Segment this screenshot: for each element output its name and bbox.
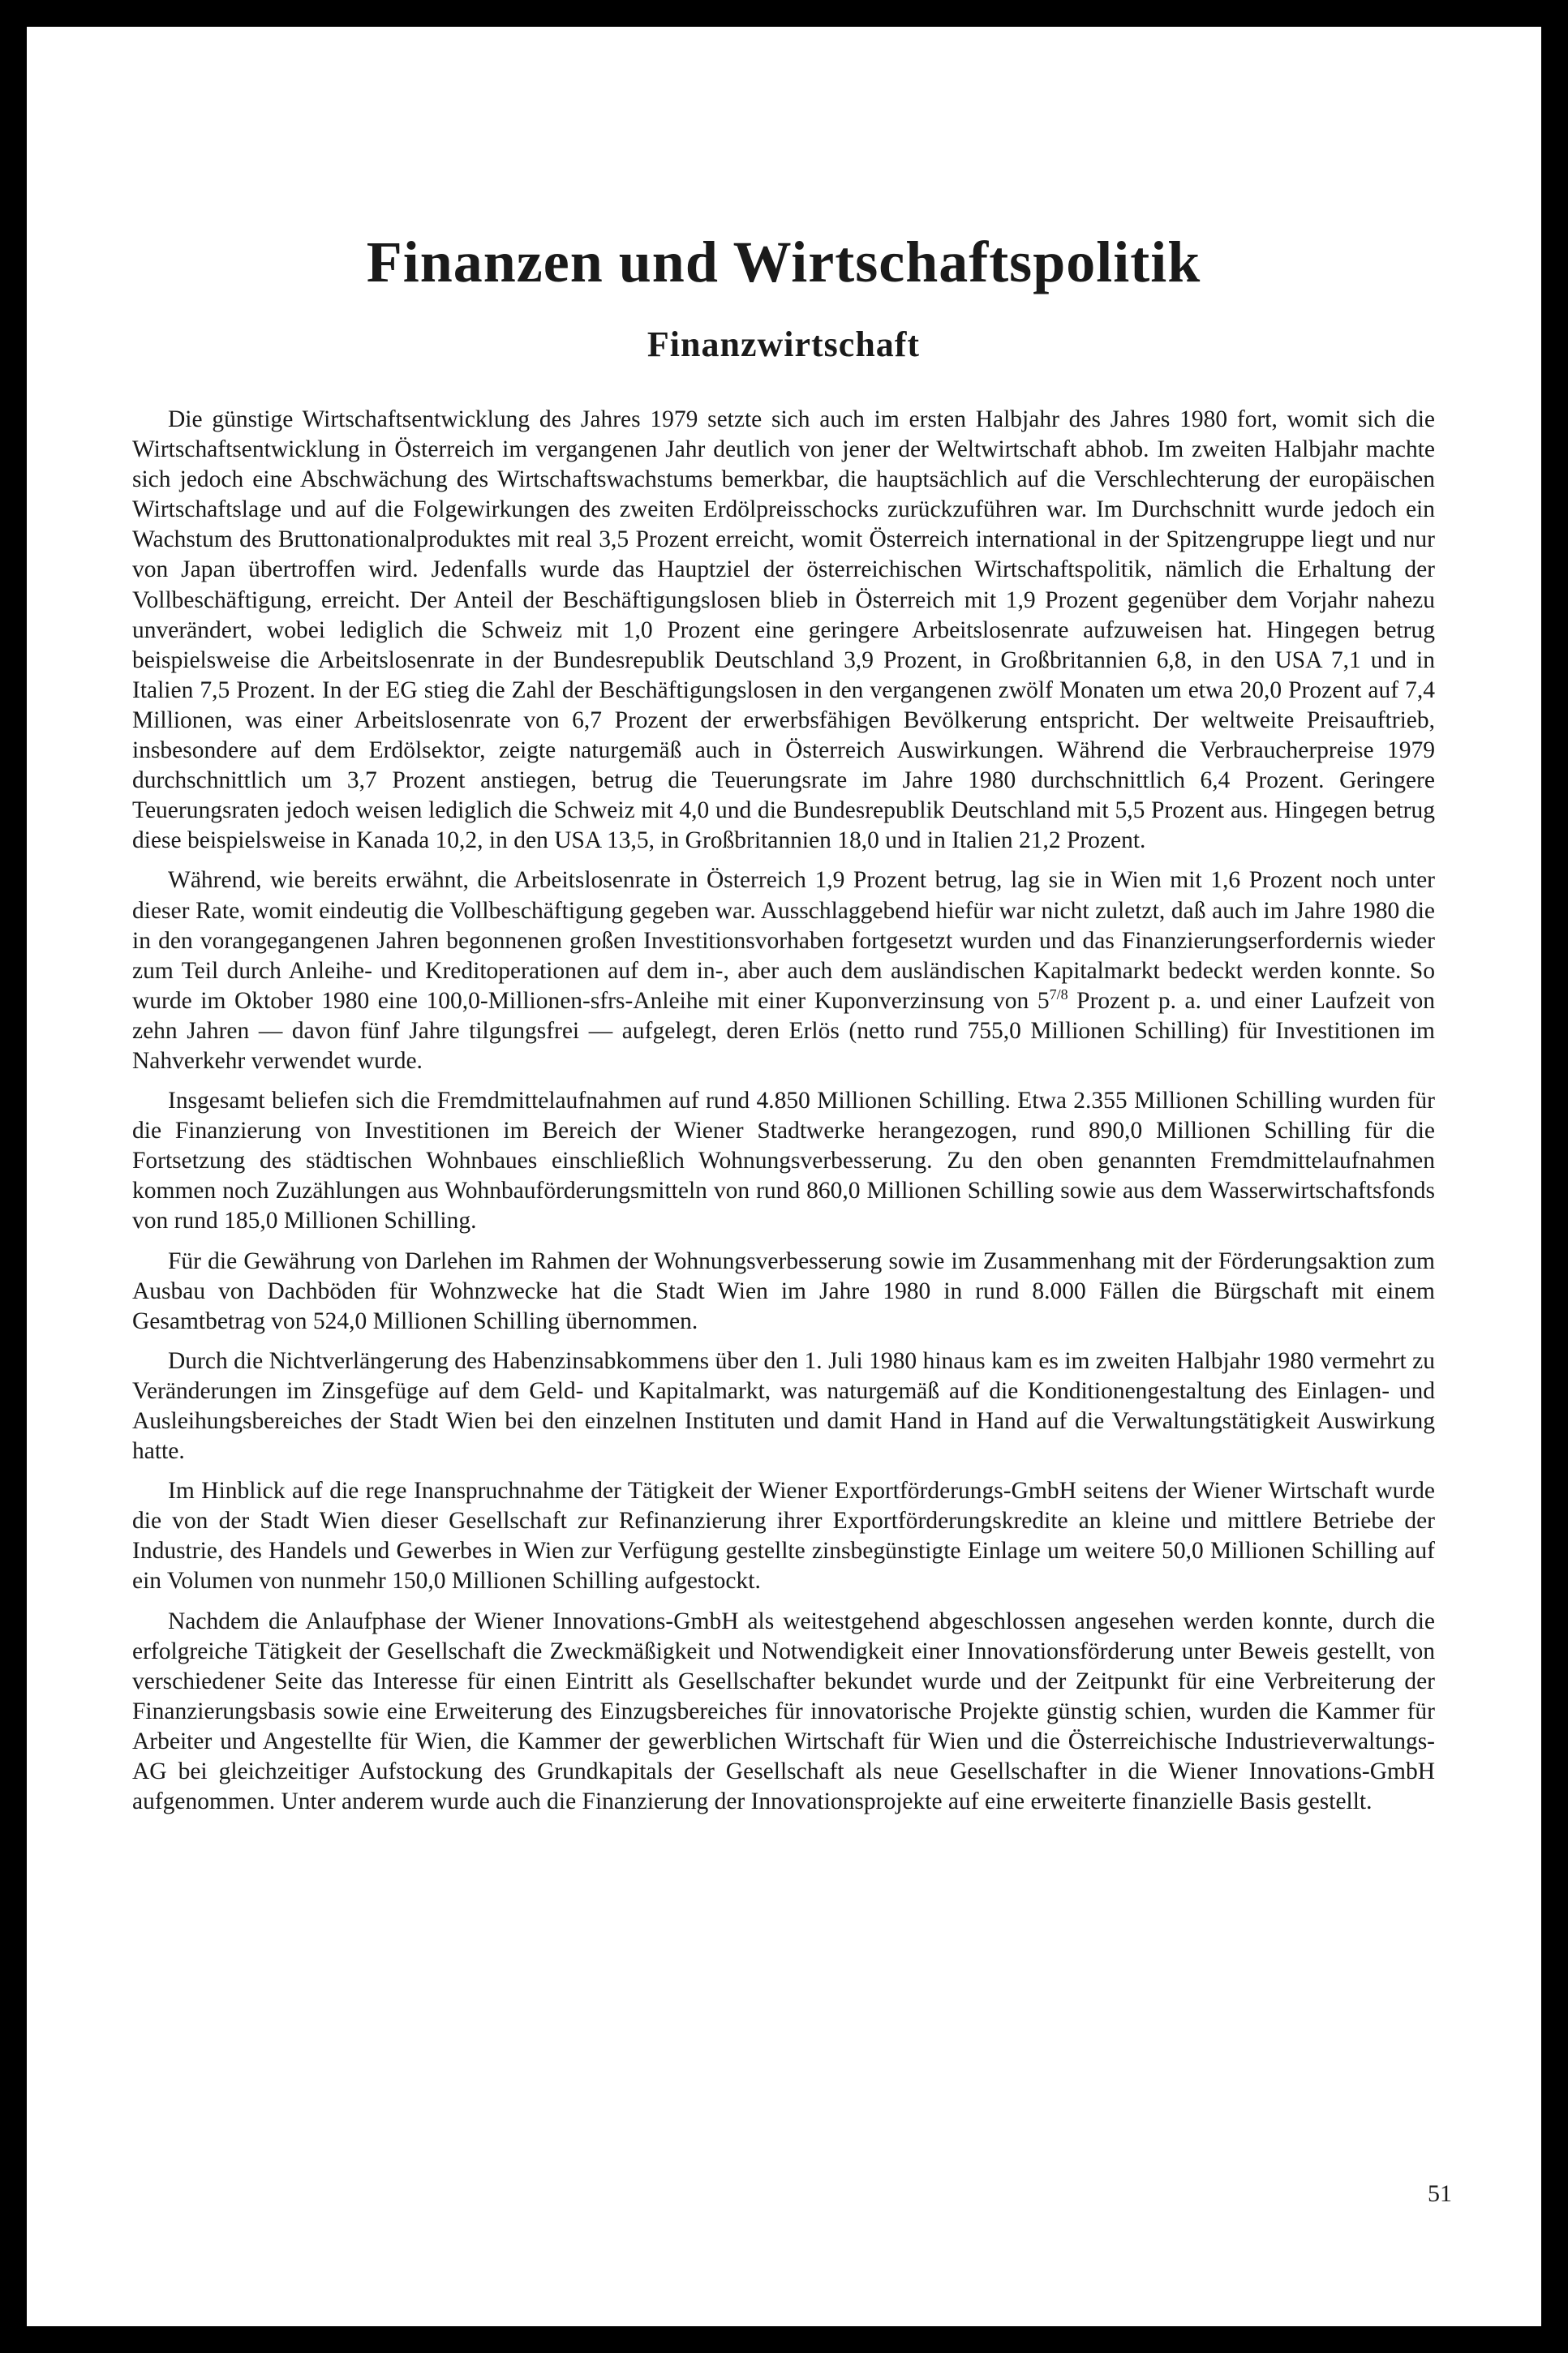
paragraph-3: Insgesamt beliefen sich die Fremdmittelaufnahmen auf rund 4.850 Millionen Schilling. Etwa 2.355 Millionen Schilling wurden für die Finanzierung von Investitionen im Bereich der Wiener Stadtwerke herangezogen, rund 890,0 Millionen Schilling für die Fortsetzung des städtischen Wohnbaues einschließlich Wohnungsverbesserung. Zu den oben genannten Fremdmittelaufnahmen kommen noch Zuzählungen aus Wohnbauförderungsmitteln von rund 860,0 Millionen Schilling sowie aus dem Wasserwirtschaftsfonds von rund 185,0 Millionen Schilling. [132,1088,1435,1234]
paragraph-2 [132,865,1435,1076]
page-number: 51 [1428,2180,1452,2207]
paragraph-6: Im Hinblick auf die rege Inanspruchnahme der Tätigkeit der Wiener Exportförderungs-GmbH seitens der Wiener Wirtschaft wurde die von der Stadt Wien dieser Gesellschaft zur Refinanzierung ihrer Exportförderungskredite an kleine und mittlere Betriebe der Industrie, des Handels und Gewerbes in Wien zur Verfügung gestellte zinsbegünstigte Einlage um weitere 50,0 Millionen Schilling auf ein Volumen von nunmehr 150,0 Millionen Schilling aufgestockt. [132,1478,1435,1595]
page-title: Finanzen und Wirtschaftspolitik [366,230,1201,294]
page-content [132,228,1435,1827]
section-title: Finanzwirtschaft [647,324,921,364]
paragraph-4: Für die Gewährung von Darlehen im Rahmen der Wohnungsverbesserung sowie im Zusammenhang mit der Förderungsaktion zum Ausbau von Dachböden für Wohnzwecke hat die Stadt Wien im Jahre 1980 in rund 8.000 Fällen die Bürgschaft mit einem Gesamtbetrag von 524,0 Millionen Schilling übernommen. [132,1247,1435,1334]
body-text [132,405,1435,1817]
paragraph-1: Die günstige Wirtschaftsentwicklung des Jahres 1979 setzte sich auch im ersten Halbjahr des Jahres 1980 fort, womit sich die Wirtschaftsentwicklung in Österreich im vergangenen Jahr deutlich von jener der Weltwirtschaft abhob. Im zweiten Halbjahr machte sich jedoch eine Abschwächung des Wirtschaftswachstums bemerkbar, die hauptsächlich auf die Verschlechterung der europäischen Wirtschaftslage und auf die Folgewirkungen des zweiten Erdölpreisschocks zurückzuführen war. Im Durchschnitt wurde jedoch ein Wachstum des Bruttonationalproduktes mit real 3,5 Prozent erreicht, womit Österreich international in der Spitzengruppe liegt und nur von Japan übertroffen wird. Jedenfalls wurde das Hauptziel der österreichischen Wirtschaftspolitik, nämlich die Erhaltung der Vollbeschäftigung, erreicht. Der Anteil der Beschäftigungslosen blieb in Österreich mit 1,9 Prozent gegenüber dem Vorjahr nahezu unverändert, wobei lediglich die Schweiz mit 1,0 Prozent eine geringere Arbeitslosenrate aufzuweisen hat. Hingegen betrug beispielsweise die Arbeitslosenrate in der Bundesrepublik Deutschland 3,9 Prozent, in Großbritannien 6,8, in den USA 7,1 und in Italien 7,5 Prozent. In der EG stieg die Zahl der Beschäftigungslosen in den vergangenen zwölf Monaten um etwa 20,0 Prozent auf 7,4 Millionen, was einer Arbeitslosenrate von 6,7 Prozent der erwerbsfähigen Bevölkerung entspricht. Der weltweite Preisauftrieb, insbesondere auf dem Erdölsektor, zeigte naturgemäß auch in Österreich Auswirkungen. Während die Verbraucherpreise 1979 durchschnittlich um 3,7 Prozent anstiegen, betrug die Teuerungsrate im Jahre 1980 durchschnittlich 6,4 Prozent. Geringere Teuerungsraten jedoch weisen lediglich die Schweiz mit 4,0 und die Bundesrepublik Deutschland mit 5,5 Prozent aus. Hingegen betrug diese beispielsweise in Kanada 10,2, in den USA 13,5, in Großbritannien 18,0 und in Italien 21,2 Prozent. [132,406,1435,854]
fraction-superscript: 7/8 [1049,985,1068,1003]
paragraph-7: Nachdem die Anlaufphase der Wiener Innovations-GmbH als weitestgehend abgeschlossen angesehen werden konnte, durch die erfolgreiche Tätigkeit der Gesellschaft die Zweckmäßigkeit und Notwendigkeit einer Innovationsförderung unter Beweis gestellt, von verschiedener Seite das Interesse für einen Eintritt als Gesellschafter bekundet wurde und der Zeitpunkt für eine Verbreiterung der Finanzierungsbasis sowie eine Erweiterung des Einzugsbereiches für innovatorische Projekte günstig schien, wurden die Kammer für Arbeiter und Angestellte für Wien, die Kammer der gewerblichen Wirtschaft für Wien und die Österreichische Industrieverwaltungs-AG bei gleichzeitiger Aufstockung des Grundkapitals der Gesellschaft als neue Gesellschafter in die Wiener Innovations-GmbH aufgenommen. Unter anderem wurde auch die Finanzierung der Innovationsprojekte auf eine erweiterte finanzielle Basis gestellt. [132,1608,1435,1815]
document-page [27,27,1541,2326]
paragraph-2-continuation: Prozent p. a. und einer Laufzeit von zehn Jahren — davon fünf Jahre tilgungsfrei — aufgelegt, deren Erlös (netto rund 755,0 Millionen Schilling) für Investitionen im Nahverkehr verwendet wurde. [132,987,1435,1074]
paragraph-5: Durch die Nichtverlängerung des Habenzinsabkommens über den 1. Juli 1980 hinaus kam es im zweiten Halbjahr 1980 vermehrt zu Veränderungen im Zinsgefüge auf dem Geld- und Kapitalmarkt, was naturgemäß auf die Konditionengestaltung des Einlagen- und Ausleihungsbereiches der Stadt Wien bei den einzelnen Instituten und damit Hand in Hand auf die Verwaltungstätigkeit Auswirkung hatte. [132,1347,1435,1465]
paragraph-2-text: Während, wie bereits erwähnt, die Arbeitslosenrate in Österreich 1,9 Prozent betrug, lag sie in Wien mit 1,6 Prozent noch unter dieser Rate, womit eindeutig die Vollbeschäftigung gegeben war. Ausschlaggebend hiefür war nicht zuletzt, daß auch im Jahre 1980 die in den vorangegangenen Jahren begonnenen großen Investitionsvorhaben fortgesetzt wurden und das Finanzierungserfordernis wieder zum Teil durch Anleihe- und Kreditoperationen auf dem in-, aber auch dem ausländischen Kapitalmarkt bedeckt werden konnte. So wurde im Oktober 1980 eine 100,0-Millionen-sfrs-Anleihe mit einer Kuponverzinsung von 5 [132,867,1435,1014]
